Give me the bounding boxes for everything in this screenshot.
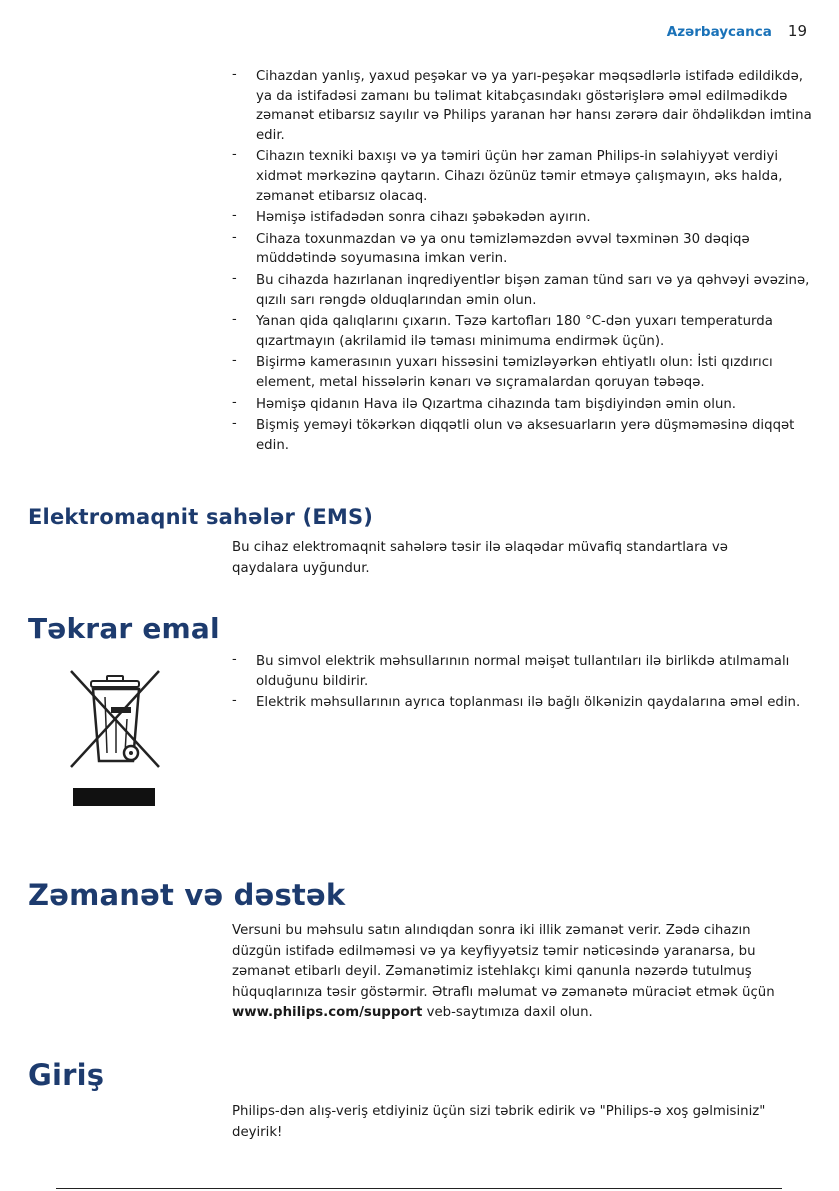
- ems-text: Bu cihaz elektromaqnit sahələrə təsir ilə əlaqədar müvafiq standartlara və qaydalara uyğundur.: [232, 540, 728, 576]
- list-item: - Elektrik məhsullarının ayrıca toplanması ilə bağlı ölkənizin qaydalarına əməl edin.: [232, 693, 801, 711]
- list-item: - Həmişə qidanın Hava ilə Qızartma cihazında tam bişdiyindən əmin olun.: [232, 394, 737, 412]
- page-header: [667, 22, 807, 40]
- intro-heading: Giriş: [28, 1058, 105, 1092]
- list-item: - Cihazın texniki baxışı və ya təmiri üçün hər zaman Philips-in səlahiyyət verdiyi xidmət mərkəzinə qaytarın. Cihazı özünüz təmir etməyə çalışmayın, əks halda, zəmanət etibarsız olacaq.: [232, 147, 783, 204]
- list-item: - Bişmiş yeməyi tökərkən diqqətli olun və aksesuarların yerə düşməməsinə diqqət edin.: [232, 416, 795, 453]
- list-item: - Bişirmə kamerasının yuxarı hissəsini təmizləyərkən ehtiyatlı olun: İsti qızdırıcı element, metal hissələrin kənarı və sıçramalardan qoruyan təbəqə.: [232, 353, 773, 390]
- list-item: - Həmişə istifadədən sonra cihazı şəbəkədən ayırın.: [232, 208, 591, 226]
- language-label: Azərbaycanca: [666, 24, 772, 40]
- intro-text: Philips-dən alış-veriş etdiyiniz üçün sizi təbrik edirik və "Philips-ə xoş gəlmisiniz" deyirik!: [232, 1104, 766, 1140]
- warranty-heading: Zəmanət və dəstək: [28, 878, 346, 912]
- support-link[interactable]: www.philips.com/support: [232, 1005, 423, 1021]
- footer-divider: [56, 1188, 782, 1189]
- list-item: - Yanan qida qalıqlarını çıxarın. Təzə kartofları 180 °C-dən yuxarı temperaturda qızartmayın (akrilamid ilə təması minimuma endirmək üçün).: [232, 312, 773, 349]
- list-item: - Bu simvol elektrik məhsullarının normal məişət tullantıları ilə birlikdə atılmamalı olduğunu bildirir.: [232, 652, 790, 689]
- list-item: - Bu cihazda hazırlanan inqrediyentlər bişən zaman tünd sarı və ya qəhvəyi əvəzinə, qızılı sarı rəngdə olduqlarından əmin olun.: [232, 270, 810, 308]
- safety-bullet-list: [232, 67, 812, 457]
- crossed-out-wheelie-bin-icon: [67, 667, 163, 807]
- list-item: - Cihazdan yanlış, yaxud peşəkar və ya yarı-peşəkar məqsədlərlə istifadə edildikdə, ya da istifadəsi zamanı bu təlimat kitabçasındakı göstərişlərə əməl edilmədikdə zəmanət etibarsız sayılır və Philips yaranan hər hansı zərərə dair öhdəlikdən imtina edir.: [232, 67, 812, 143]
- warranty-text: Versuni bu məhsulu satın alındıqdan sonra iki illik zəmanət verir. Zədə cihazın düzgün istifadə edilməməsi və ya keyfiyyətsiz təmir nəticəsində yaranarsa, bu zəmanət etibarlı deyil. Zəmanətimiz istehlakçı kimi qanunla nəzərdə tutulmuş hüquqlarınıza təsir göstərmir. Ətraflı məlumat və zəmanətə müraciət etmək üçün www.philips.com/support veb-saytımıza daxil olun.: [232, 923, 775, 1021]
- recycling-heading: Təkrar emal: [28, 612, 220, 645]
- recycling-bullet-list: [232, 652, 812, 715]
- ems-heading: Elektromaqnit sahələr (EMS): [28, 505, 374, 529]
- list-item: - Cihaza toxunmazdan və ya onu təmizləməzdən əvvəl təxminən 30 dəqiqə müddətində soyumasına imkan verin.: [232, 229, 750, 267]
- page-number: 19: [787, 22, 807, 40]
